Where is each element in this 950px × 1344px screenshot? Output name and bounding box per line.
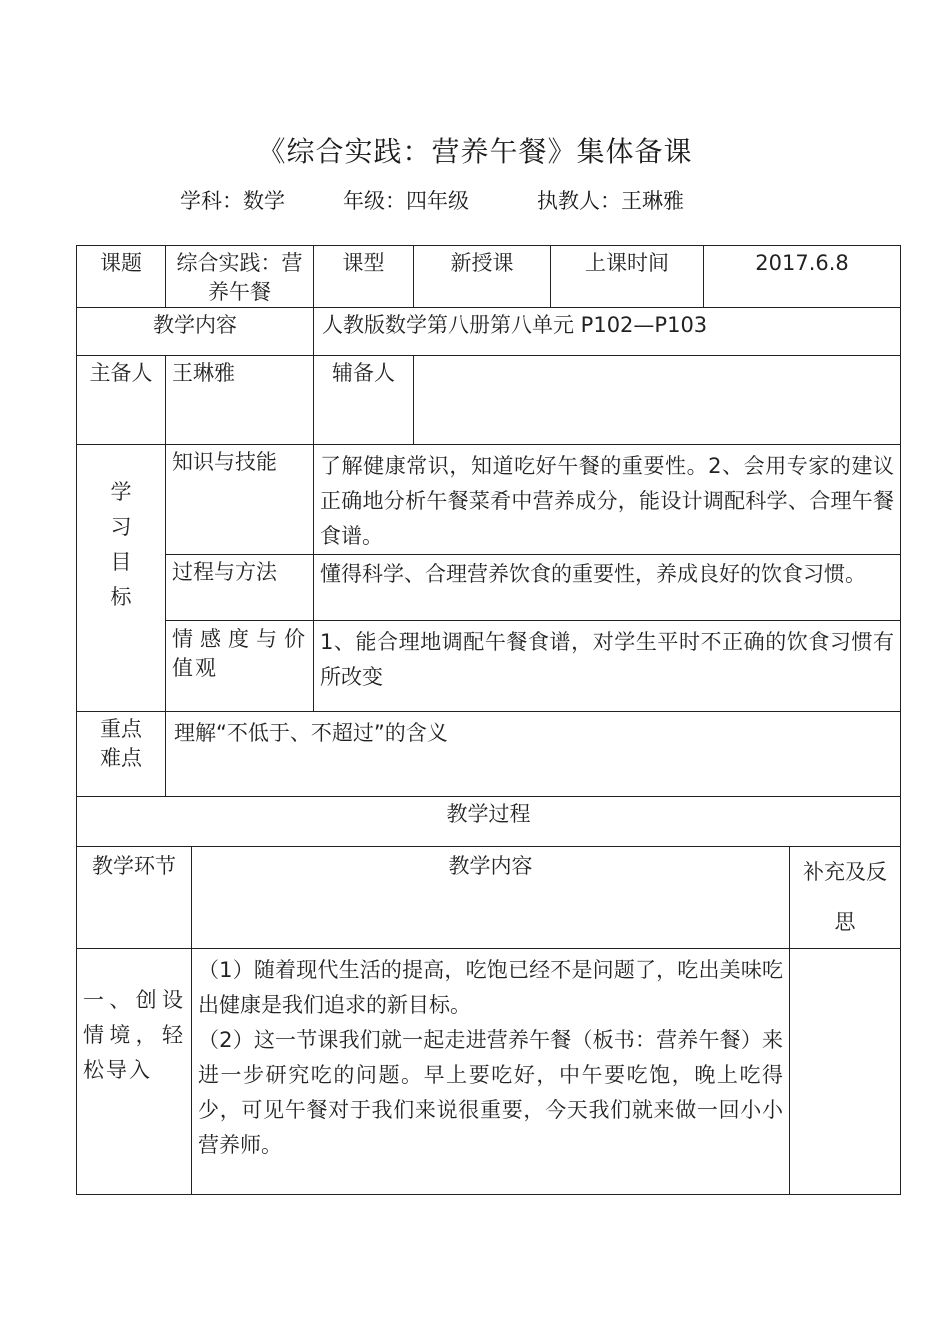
goal1-label: 知识与技能 <box>166 445 314 555</box>
row1-reflect <box>790 949 901 1195</box>
grade-label: 年级：四年级 <box>343 189 469 213</box>
table-row <box>77 308 901 356</box>
table-row <box>77 246 901 308</box>
goal1-text: 了解健康常识，知道吃好午餐的重要性。2、会用专家的建议正确地分析午餐菜肴中营养成分，能设计调配科学、合理午餐食谱。 <box>314 445 901 555</box>
goal3-label: 情感度与价值观 <box>166 621 314 712</box>
goal3-text: 1、能合理地调配午餐食谱，对学生平时不正确的饮食习惯有所改变 <box>314 621 901 712</box>
table-row <box>77 445 901 555</box>
goals-label-char: 标 <box>110 585 132 609</box>
row1-content <box>192 949 790 1195</box>
lesson-plan-table <box>76 245 901 1195</box>
content-label: 教学内容 <box>77 308 314 356</box>
goals-label <box>77 445 166 712</box>
table-row <box>77 797 901 847</box>
process-header: 教学过程 <box>77 797 901 847</box>
time-value: 2017.6.8 <box>704 246 901 308</box>
type-label: 课型 <box>314 246 414 308</box>
goal2-label: 过程与方法 <box>166 555 314 621</box>
assist-prep-value <box>414 356 901 445</box>
goals-label-char: 学 <box>110 480 132 504</box>
table-row <box>77 847 901 949</box>
col-reflect-line: 思 <box>834 910 856 934</box>
col-reflect-line: 补充及反 <box>803 860 887 884</box>
subject-label: 学科：数学 <box>180 189 285 213</box>
row1-paragraph: （2）这一节课我们就一起走进营养午餐（板书：营养午餐）来进一步研究吃的问题。早上要吃好，中午要吃饱，晚上吃得少，可见午餐对于我们来说很重要，今天我们就来做一回小小营养师。 <box>198 1028 783 1157</box>
page-title: 《综合实践：营养午餐》集体备课 <box>257 135 693 168</box>
row1-step: 一、创设情境，轻松导入 <box>77 949 192 1195</box>
row1-paragraph: （1）随着现代生活的提高，吃饱已经不是问题了，吃出美味吃出健康是我们追求的新目标。 <box>198 958 783 1017</box>
table-row <box>77 356 901 445</box>
col-content-header: 教学内容 <box>192 847 790 949</box>
table-row <box>77 555 901 621</box>
table-row <box>77 621 901 712</box>
table-row <box>77 712 901 797</box>
goals-label-char: 目 <box>110 550 132 574</box>
key-label: 重点难点 <box>77 712 166 797</box>
goals-label-char: 习 <box>110 515 132 539</box>
goal2-text: 懂得科学、合理营养饮食的重要性，养成良好的饮食习惯。 <box>314 555 901 621</box>
time-label: 上课时间 <box>551 246 704 308</box>
assist-prep-label: 辅备人 <box>314 356 414 445</box>
col-step-header: 教学环节 <box>77 847 192 949</box>
teacher-label: 执教人：王琳雅 <box>537 189 684 213</box>
type-value: 新授课 <box>414 246 551 308</box>
main-prep-value: 王琳雅 <box>166 356 314 445</box>
topic-label: 课题 <box>77 246 166 308</box>
content-value: 人教版数学第八册第八单元 P102—P103 <box>314 308 901 356</box>
table-row <box>77 949 901 1195</box>
main-prep-label: 主备人 <box>77 356 166 445</box>
col-reflect-header <box>790 847 901 949</box>
topic-value: 综合实践：营养午餐 <box>166 246 314 308</box>
key-text: 理解“不低于、不超过”的含义 <box>166 712 901 797</box>
